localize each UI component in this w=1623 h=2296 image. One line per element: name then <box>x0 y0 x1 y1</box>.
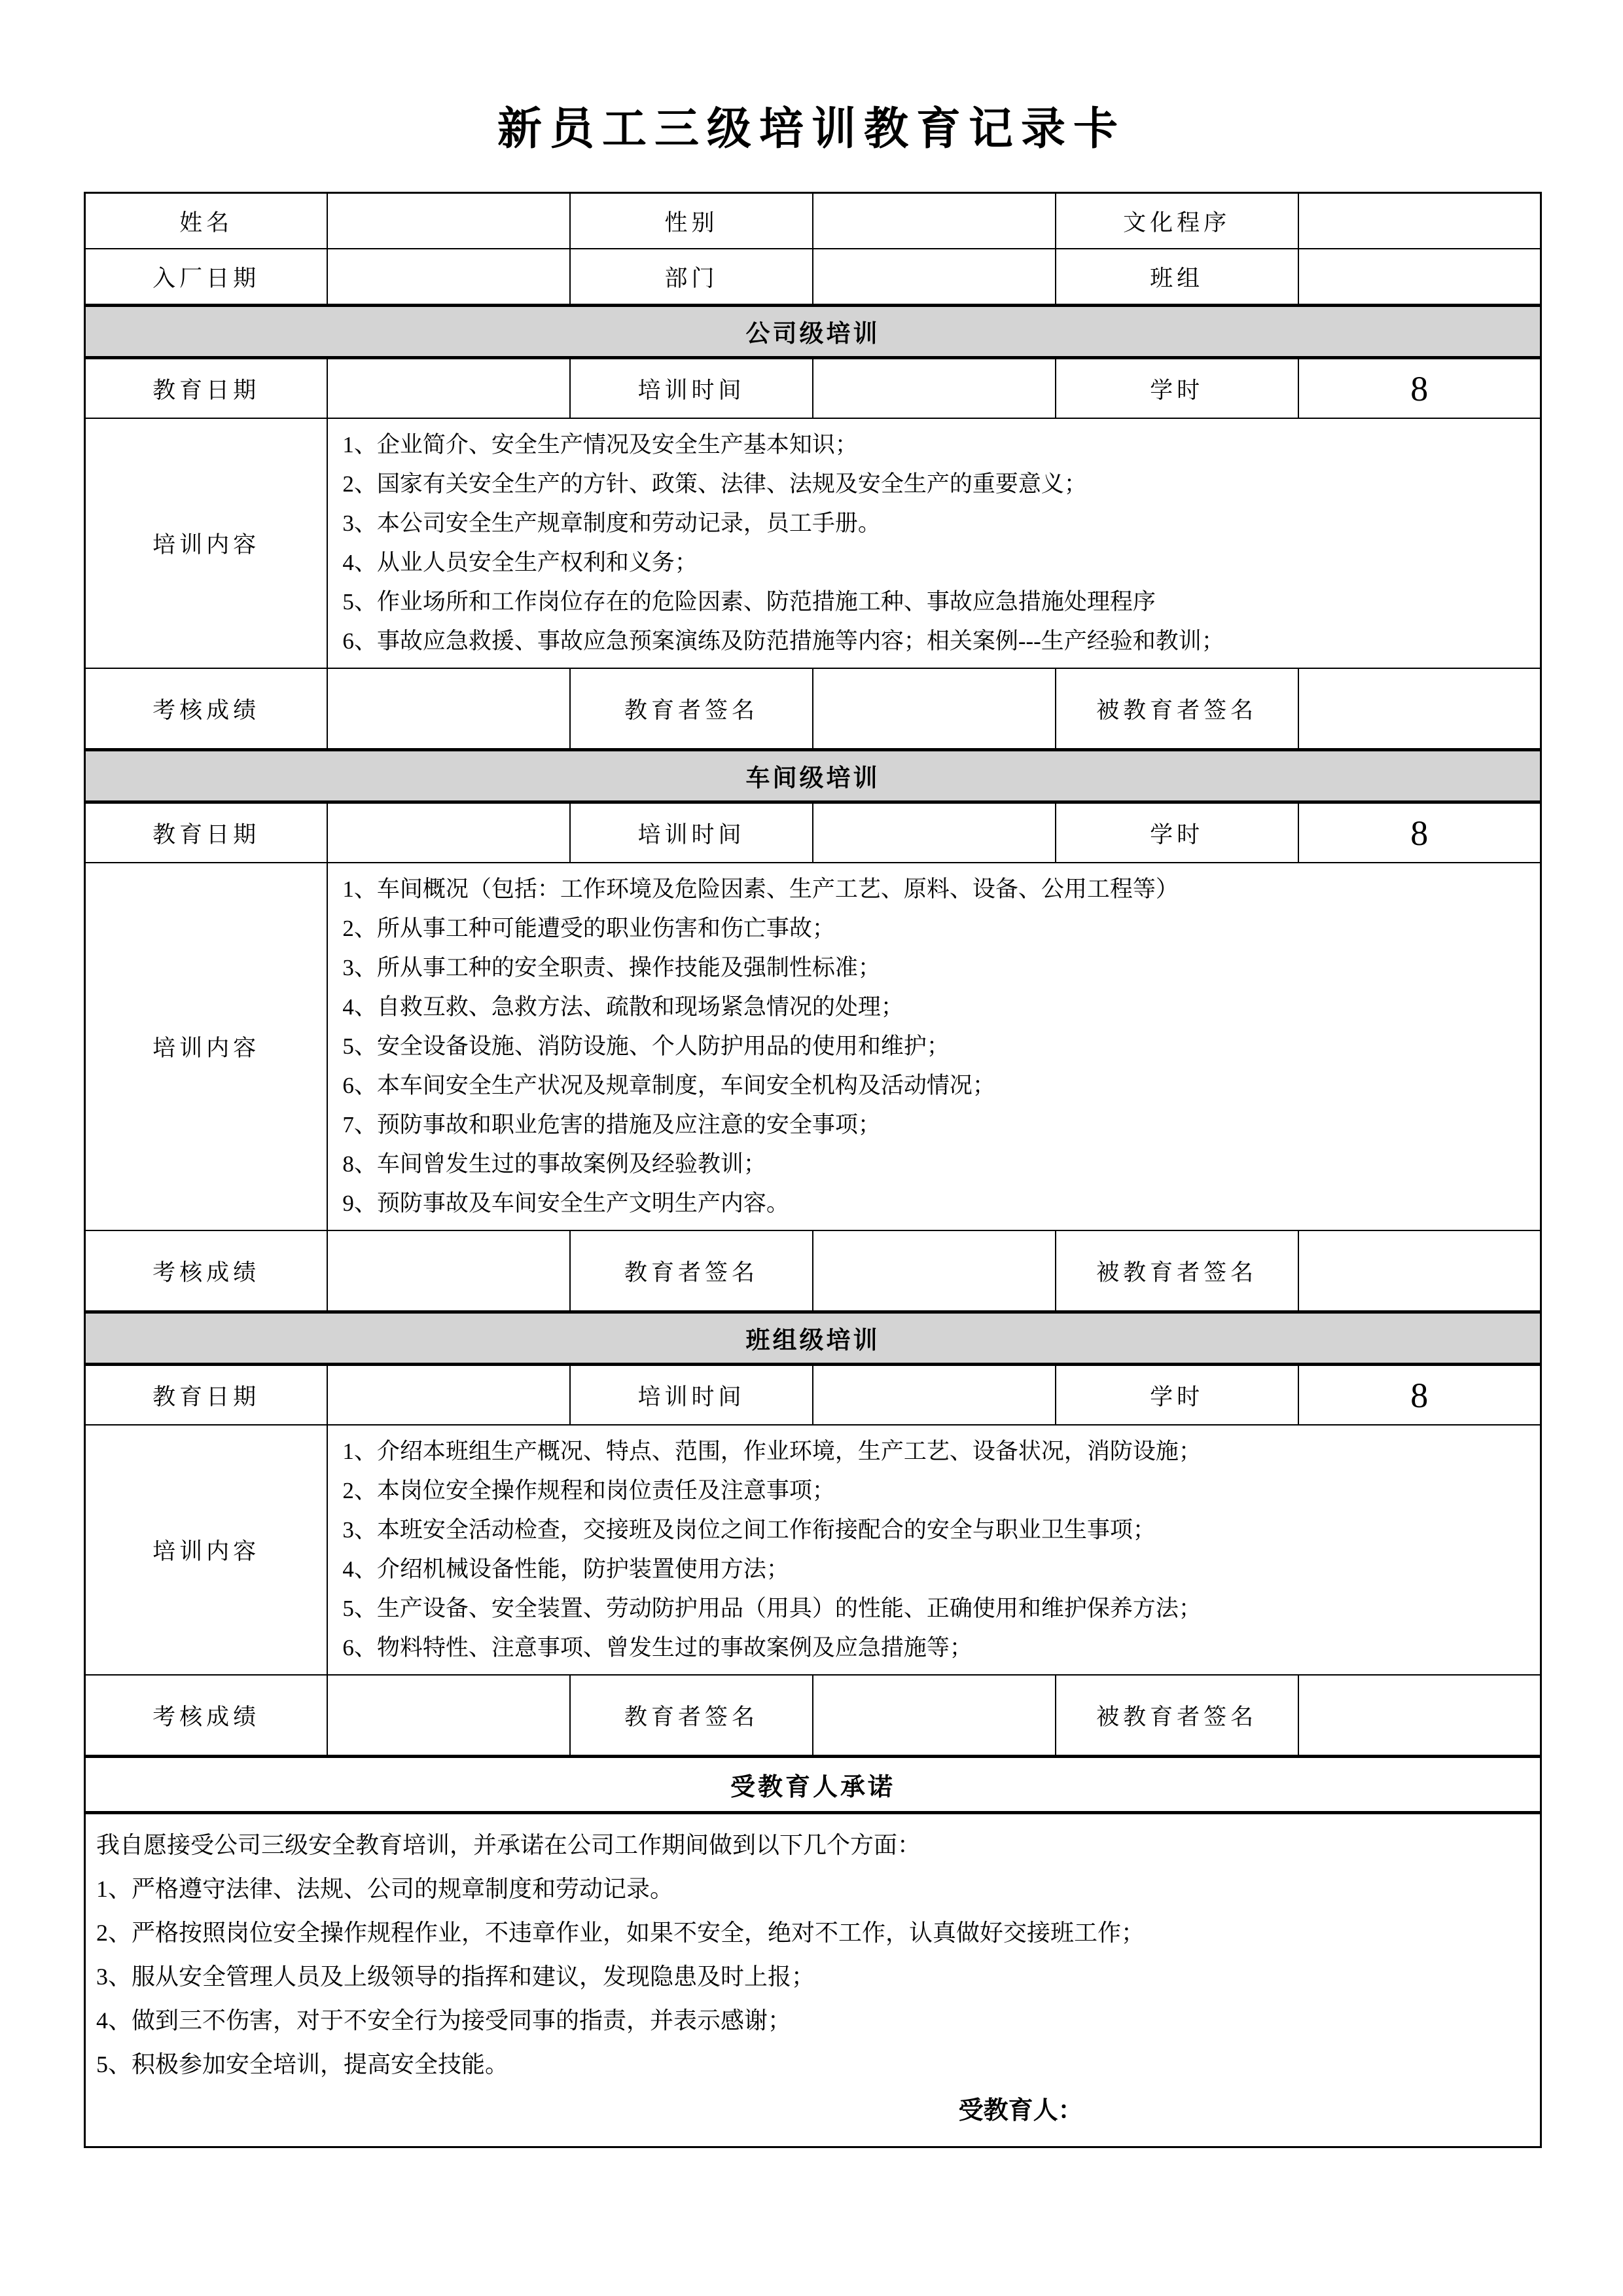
info-row-2 <box>85 249 1541 305</box>
class-hours-value: 8 <box>1298 802 1541 863</box>
training-content-item: 5、作业场所和工作岗位存在的危险因素、防范措施工种、事故应急措施处理程序 <box>342 589 1156 615</box>
training-content-item: 4、从业人员安全生产权利和义务； <box>342 550 698 576</box>
education-level-value-cell <box>1298 192 1541 249</box>
training-content-row <box>85 1425 1541 1675</box>
training-content-row <box>85 418 1541 668</box>
training-content-cell <box>327 863 1541 1230</box>
trainee-signature-value-cell <box>1298 668 1541 749</box>
section-title: 班组级培训 <box>85 1312 1541 1364</box>
assessment-score-label: 考核成绩 <box>85 1230 328 1312</box>
class-hours-label: 学时 <box>1056 1364 1298 1425</box>
education-date-label: 教育日期 <box>85 802 328 863</box>
training-content-row <box>85 863 1541 1230</box>
training-content-item: 5、安全设备设施、消防设施、个人防护用品的使用和维护； <box>342 1033 950 1060</box>
section-header-team <box>85 1312 1541 1364</box>
training-content-item: 2、本岗位安全操作规程和岗位责任及注意事项； <box>342 1478 835 1504</box>
training-content-item: 1、企业简介、安全生产情况及安全生产基本知识； <box>342 432 858 458</box>
entry-date-value-cell <box>327 249 570 305</box>
training-time-label: 培训时间 <box>570 1364 813 1425</box>
training-content-item: 3、本班安全活动检查，交接班及岗位之间工作衔接配合的安全与职业卫生事项； <box>342 1517 1156 1543</box>
educator-signature-value-cell <box>813 668 1056 749</box>
commitment-intro: 我自愿接受公司三级安全教育培训，并承诺在公司工作期间做到以下几个方面： <box>96 1831 921 1858</box>
class-hours-label: 学时 <box>1056 357 1298 418</box>
assessment-row <box>85 1675 1541 1756</box>
education-date-label: 教育日期 <box>85 357 328 418</box>
education-date-value-cell <box>327 357 570 418</box>
training-content-item: 4、介绍机械设备性能，防护装置使用方法； <box>342 1556 789 1583</box>
training-content-item: 1、车间概况（包括：工作环境及危险因素、生产工艺、原料、设备、公用工程等） <box>342 876 1179 903</box>
trainee-signature-line: 受教育人： <box>958 2096 1083 2125</box>
training-time-label: 培训时间 <box>570 357 813 418</box>
class-hours-value: 8 <box>1298 357 1541 418</box>
commitment-item: 5、积极参加安全培训，提高安全技能。 <box>96 2051 509 2077</box>
training-content-cell <box>327 418 1541 668</box>
department-value-cell <box>813 249 1056 305</box>
trainee-signature-label: 被教育者签名 <box>1056 1675 1298 1756</box>
training-content-item: 2、国家有关安全生产的方针、政策、法律、法规及安全生产的重要意义； <box>342 471 1087 497</box>
section-title: 车间级培训 <box>85 749 1541 802</box>
training-content-item: 1、介绍本班组生产概况、特点、范围，作业环境，生产工艺、设备状况，消防设施； <box>342 1439 1202 1465</box>
training-content-label: 培训内容 <box>85 1425 328 1675</box>
training-content-item: 6、事故应急救援、事故应急预案演练及防范措施等内容；相关案例---生产经验和教训； <box>342 628 1224 655</box>
educator-signature-label: 教育者签名 <box>570 1675 813 1756</box>
trainee-signature-label: 被教育者签名 <box>1056 668 1298 749</box>
entry-date-label: 入厂日期 <box>85 249 328 305</box>
name-label: 姓名 <box>85 192 328 249</box>
trainee-signature-label: 被教育者签名 <box>1056 1230 1298 1312</box>
education-date-value-cell <box>327 802 570 863</box>
training-content-cell <box>327 1425 1541 1675</box>
training-content-item: 9、预防事故及车间安全生产文明生产内容。 <box>342 1191 789 1217</box>
class-hours-label: 学时 <box>1056 802 1298 863</box>
education-date-value-cell <box>327 1364 570 1425</box>
training-content-label: 培训内容 <box>85 418 328 668</box>
assessment-row <box>85 668 1541 749</box>
training-content-item: 5、生产设备、安全装置、劳动防护用品（用具）的性能、正确使用和维护保养方法； <box>342 1596 1202 1622</box>
educator-signature-label: 教育者签名 <box>570 668 813 749</box>
education-date-label: 教育日期 <box>85 1364 328 1425</box>
assessment-score-value-cell <box>327 1675 570 1756</box>
schedule-row <box>85 357 1541 418</box>
info-row-1 <box>85 192 1541 249</box>
assessment-score-value-cell <box>327 668 570 749</box>
educator-signature-label: 教育者签名 <box>570 1230 813 1312</box>
training-time-label: 培训时间 <box>570 802 813 863</box>
training-time-value-cell <box>813 357 1056 418</box>
assessment-row <box>85 1230 1541 1312</box>
section-header-workshop <box>85 749 1541 802</box>
training-time-value-cell <box>813 802 1056 863</box>
commitment-item: 1、严格遵守法律、法规、公司的规章制度和劳动记录。 <box>96 1875 674 1902</box>
commitment-header-row <box>85 1756 1541 1812</box>
educator-signature-value-cell <box>813 1675 1056 1756</box>
commitment-item: 2、严格按照岗位安全操作规程作业，不违章作业，如果不安全，绝对不工作，认真做好交接班工作； <box>96 1919 1145 1946</box>
section-header-company <box>85 305 1541 357</box>
assessment-score-label: 考核成绩 <box>85 668 328 749</box>
training-content-item: 2、所从事工种可能遭受的职业伤害和伤亡事故； <box>342 916 835 942</box>
schedule-row <box>85 802 1541 863</box>
section-title: 公司级培训 <box>85 305 1541 357</box>
assessment-score-label: 考核成绩 <box>85 1675 328 1756</box>
assessment-score-value-cell <box>327 1230 570 1312</box>
department-label: 部门 <box>570 249 813 305</box>
training-content-item: 3、本公司安全生产规章制度和劳动记录，员工手册。 <box>342 511 881 537</box>
training-content-item: 3、所从事工种的安全职责、操作技能及强制性标准； <box>342 955 881 981</box>
educator-signature-value-cell <box>813 1230 1056 1312</box>
training-content-label: 培训内容 <box>85 863 328 1230</box>
gender-value-cell <box>813 192 1056 249</box>
page-title: 新员工三级培训教育记录卡 <box>497 104 1126 154</box>
team-value-cell <box>1298 249 1541 305</box>
training-content-item: 7、预防事故和职业危害的措施及应注意的安全事项； <box>342 1112 881 1138</box>
gender-label: 性别 <box>570 192 813 249</box>
schedule-row <box>85 1364 1541 1425</box>
commitment-title: 受教育人承诺 <box>85 1756 1541 1812</box>
commitment-row <box>85 1812 1541 2147</box>
training-content-item: 8、车间曾发生过的事故案例及经验教训； <box>342 1151 766 1177</box>
training-content-item: 4、自救互救、急救方法、疏散和现场紧急情况的处理； <box>342 994 904 1020</box>
trainee-signature-value-cell <box>1298 1675 1541 1756</box>
training-content-item: 6、本车间安全生产状况及规章制度，车间安全机构及活动情况； <box>342 1073 995 1099</box>
name-value-cell <box>327 192 570 249</box>
training-record-table <box>84 192 1542 2148</box>
commitment-item: 3、服从安全管理人员及上级领导的指挥和建议，发现隐患及时上报； <box>96 1963 815 1990</box>
team-label: 班组 <box>1056 249 1298 305</box>
commitment-item: 4、做到三不伤害，对于不安全行为接受同事的指责，并表示感谢； <box>96 2007 792 2034</box>
commitment-cell <box>85 1812 1541 2147</box>
training-content-item: 6、物料特性、注意事项、曾发生过的事故案例及应急措施等； <box>342 1635 972 1661</box>
trainee-signature-value-cell <box>1298 1230 1541 1312</box>
class-hours-value: 8 <box>1298 1364 1541 1425</box>
training-time-value-cell <box>813 1364 1056 1425</box>
education-level-label: 文化程序 <box>1056 192 1298 249</box>
